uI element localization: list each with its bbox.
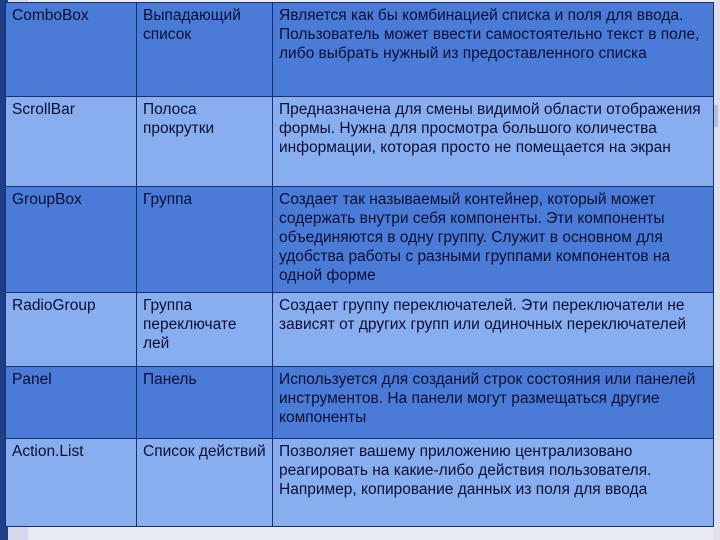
component-russian-name: Список действий <box>137 439 273 527</box>
component-russian-name: Группа переключате лей <box>137 293 273 367</box>
component-description: Создает так называемый контейнер, который может содержать внутри себя компоненты. Эти компоненты объединяются в одну группу. Служит в основном для удобства работы с разными группами компонентов на одной форме <box>273 187 714 293</box>
component-russian-name: Выпадающий список <box>137 3 273 97</box>
table-row <box>6 293 714 367</box>
component-russian-name: Панель <box>137 367 273 439</box>
component-name: Panel <box>6 367 137 439</box>
table-row <box>6 3 714 97</box>
component-russian-name: Полоса прокрутки <box>137 97 273 187</box>
component-name: Action.List <box>6 439 137 527</box>
components-table <box>5 2 714 527</box>
component-description: Используется для созданий строк состояния или панелей инструментов. На панели могут размещаться другие компоненты <box>273 367 714 439</box>
component-name: ComboBox <box>6 3 137 97</box>
component-russian-name: Группа <box>137 187 273 293</box>
component-name: RadioGroup <box>6 293 137 367</box>
component-description: Позволяет вашему приложению централизовано реагировать на какие-либо действия пользователя. Например, копирование данных из поля для ввода <box>273 439 714 527</box>
component-description: Предназначена для смены видимой области отображения формы. Нужна для просмотра большого количества информации, которая просто не помещается на экран <box>273 97 714 187</box>
table-row <box>6 367 714 439</box>
table-row <box>6 97 714 187</box>
right-decor-strip <box>714 0 720 540</box>
table-row <box>6 439 714 527</box>
table-row <box>6 187 714 293</box>
component-name: GroupBox <box>6 187 137 293</box>
right-decor-accent <box>714 105 718 127</box>
component-description: Является как бы комбинацией списка и поля для ввода. Пользователь может ввести самостоятельно текст в поле, либо выбрать нужный из предоставленного списка <box>273 3 714 97</box>
component-name: ScrollBar <box>6 97 137 187</box>
component-description: Создает группу переключателей. Эти переключатели не зависят от других групп или одиночных переключателей <box>273 293 714 367</box>
